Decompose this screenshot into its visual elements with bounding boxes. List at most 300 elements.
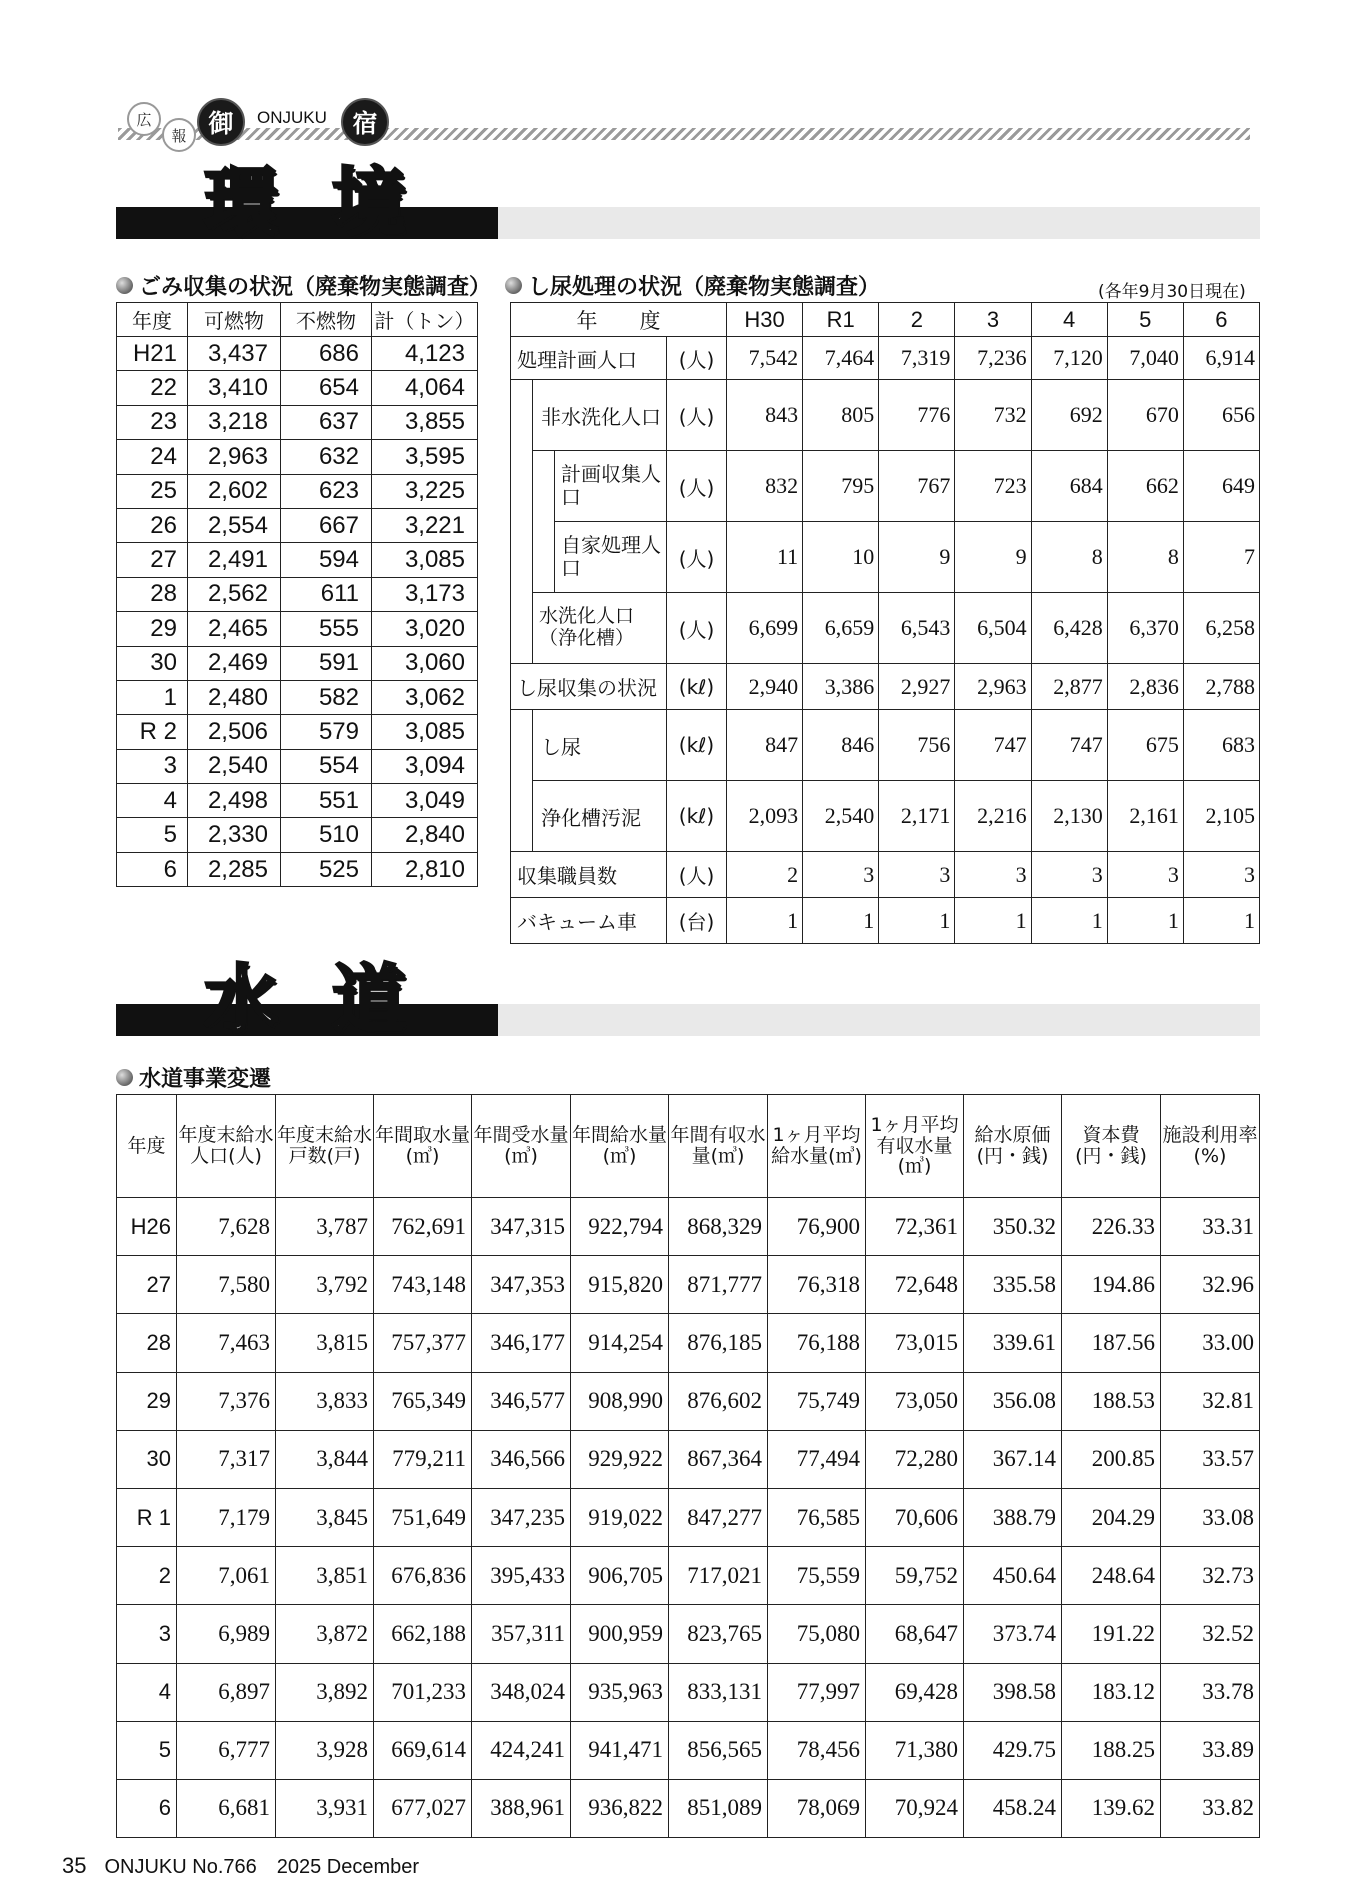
water-value-cell: 346,177 bbox=[472, 1314, 571, 1372]
water-value-cell: 76,318 bbox=[768, 1256, 866, 1314]
garbage-row bbox=[117, 543, 478, 577]
water-value-cell: 388,961 bbox=[472, 1779, 571, 1837]
nightsoil-note: (各年9月30日現在) bbox=[1098, 282, 1246, 302]
water-col-header: 年間給水量(㎥) bbox=[571, 1095, 669, 1198]
water-row bbox=[117, 1256, 1260, 1314]
water-value-cell: 676,836 bbox=[374, 1547, 472, 1605]
water-value-cell: 3,851 bbox=[276, 1547, 374, 1605]
water-value-cell: 3,833 bbox=[276, 1372, 374, 1430]
water-year-cell: 27 bbox=[117, 1256, 177, 1314]
nightsoil-value-cell: 1 bbox=[727, 898, 803, 944]
garbage-value-cell: 2,285 bbox=[188, 852, 281, 886]
water-value-cell: 677,027 bbox=[374, 1779, 472, 1837]
garbage-year-cell: 3 bbox=[117, 749, 188, 783]
nightsoil-value-cell: 723 bbox=[955, 451, 1031, 522]
nightsoil-value-cell: 10 bbox=[803, 522, 879, 593]
nightsoil-value-cell: 6,428 bbox=[1031, 593, 1107, 664]
page-number: 35 bbox=[62, 1853, 87, 1878]
nightsoil-row-label: 処理計画人口 bbox=[511, 337, 667, 380]
garbage-row bbox=[117, 715, 478, 749]
water-year-cell: 6 bbox=[117, 1779, 177, 1837]
water-value-cell: 347,235 bbox=[472, 1488, 571, 1546]
garbage-row bbox=[117, 680, 478, 714]
header-hou: 報 bbox=[171, 126, 187, 145]
water-value-cell: 851,089 bbox=[669, 1779, 768, 1837]
water-value-cell: 6,777 bbox=[177, 1721, 276, 1779]
garbage-value-cell: 510 bbox=[281, 818, 372, 852]
water-heading bbox=[116, 1062, 271, 1093]
nightsoil-unit: (台) bbox=[667, 898, 727, 944]
nightsoil-year: 3 bbox=[955, 303, 1031, 337]
water-col-header: 1ヶ月平均給水量(㎥) bbox=[768, 1095, 866, 1198]
header-brand: ONJUKU bbox=[254, 108, 330, 128]
nightsoil-value-cell: 2,877 bbox=[1031, 664, 1107, 710]
nightsoil-value-cell: 7,319 bbox=[879, 337, 955, 380]
garbage-row bbox=[117, 508, 478, 542]
nightsoil-value-cell: 1 bbox=[1031, 898, 1107, 944]
nightsoil-table bbox=[510, 302, 1260, 944]
garbage-row bbox=[117, 784, 478, 818]
water-value-cell: 458.24 bbox=[964, 1779, 1062, 1837]
water-value-cell: 429.75 bbox=[964, 1721, 1062, 1779]
water-value-cell: 72,361 bbox=[866, 1198, 964, 1256]
water-value-cell: 59,752 bbox=[866, 1547, 964, 1605]
water-value-cell: 200.85 bbox=[1062, 1430, 1161, 1488]
garbage-value-cell: 2,506 bbox=[188, 715, 281, 749]
nightsoil-year: 2 bbox=[879, 303, 955, 337]
nightsoil-row bbox=[511, 451, 1260, 522]
nightsoil-row-label: 水洗化人口（浄化槽） bbox=[533, 593, 667, 664]
header-on: 御 bbox=[208, 109, 234, 138]
garbage-value-cell: 3,437 bbox=[188, 337, 281, 371]
garbage-value-cell: 3,595 bbox=[372, 440, 478, 474]
nightsoil-year: 4 bbox=[1031, 303, 1107, 337]
nightsoil-value-cell: 2,171 bbox=[879, 781, 955, 852]
water-value-cell: 78,456 bbox=[768, 1721, 866, 1779]
nightsoil-value-cell: 6,504 bbox=[955, 593, 1031, 664]
garbage-value-cell: 594 bbox=[281, 543, 372, 577]
water-value-cell: 139.62 bbox=[1062, 1779, 1161, 1837]
water-value-cell: 908,990 bbox=[571, 1372, 669, 1430]
water-value-cell: 32.81 bbox=[1161, 1372, 1260, 1430]
nightsoil-value-cell: 747 bbox=[955, 710, 1031, 781]
garbage-col-header: 年度 bbox=[117, 303, 188, 337]
nightsoil-value-cell: 747 bbox=[1031, 710, 1107, 781]
garbage-value-cell: 591 bbox=[281, 646, 372, 680]
water-value-cell: 6,681 bbox=[177, 1779, 276, 1837]
garbage-value-cell: 582 bbox=[281, 680, 372, 714]
nightsoil-value-cell: 732 bbox=[955, 380, 1031, 451]
garbage-row bbox=[117, 646, 478, 680]
water-value-cell: 847,277 bbox=[669, 1488, 768, 1546]
bullet-icon bbox=[505, 277, 522, 294]
nightsoil-row bbox=[511, 664, 1260, 710]
nightsoil-value-cell: 6,543 bbox=[879, 593, 955, 664]
water-row bbox=[117, 1488, 1260, 1546]
nightsoil-unit: (人) bbox=[667, 522, 727, 593]
nightsoil-value-cell: 756 bbox=[879, 710, 955, 781]
nightsoil-value-cell: 3 bbox=[1183, 852, 1259, 898]
garbage-value-cell: 3,218 bbox=[188, 405, 281, 439]
water-row bbox=[117, 1663, 1260, 1721]
water-value-cell: 823,765 bbox=[669, 1605, 768, 1663]
garbage-col-header: 計（トン） bbox=[372, 303, 478, 337]
bullet-icon bbox=[116, 1069, 133, 1086]
water-value-cell: 33.08 bbox=[1161, 1488, 1260, 1546]
garbage-value-cell: 637 bbox=[281, 405, 372, 439]
water-value-cell: 76,900 bbox=[768, 1198, 866, 1256]
water-value-cell: 3,792 bbox=[276, 1256, 374, 1314]
water-value-cell: 935,963 bbox=[571, 1663, 669, 1721]
water-value-cell: 373.74 bbox=[964, 1605, 1062, 1663]
garbage-value-cell: 3,173 bbox=[372, 577, 478, 611]
garbage-year-cell: 30 bbox=[117, 646, 188, 680]
nightsoil-value-cell: 2,093 bbox=[727, 781, 803, 852]
garbage-year-cell: 1 bbox=[117, 680, 188, 714]
nightsoil-value-cell: 1 bbox=[879, 898, 955, 944]
water-value-cell: 78,069 bbox=[768, 1779, 866, 1837]
nightsoil-value-cell: 2 bbox=[727, 852, 803, 898]
nightsoil-row-label: し尿 bbox=[533, 710, 667, 781]
water-value-cell: 204.29 bbox=[1062, 1488, 1161, 1546]
nightsoil-row-label: 浄化槽汚泥 bbox=[533, 781, 667, 852]
water-value-cell: 388.79 bbox=[964, 1488, 1062, 1546]
nightsoil-row bbox=[511, 710, 1260, 781]
water-col-header: 給水原価(円・銭) bbox=[964, 1095, 1062, 1198]
garbage-row bbox=[117, 337, 478, 371]
water-col-header: 年間受水量(㎥) bbox=[472, 1095, 571, 1198]
water-value-cell: 72,280 bbox=[866, 1430, 964, 1488]
nightsoil-row-label: 計画収集人口 bbox=[555, 451, 667, 522]
nightsoil-year-header: 年 度 bbox=[511, 303, 727, 337]
water-value-cell: 3,931 bbox=[276, 1779, 374, 1837]
nightsoil-value-cell: 11 bbox=[727, 522, 803, 593]
nightsoil-unit: (kℓ) bbox=[667, 664, 727, 710]
nightsoil-value-cell: 6,914 bbox=[1183, 337, 1259, 380]
water-value-cell: 188.25 bbox=[1062, 1721, 1161, 1779]
garbage-value-cell: 3,049 bbox=[372, 784, 478, 818]
nightsoil-value-cell: 805 bbox=[803, 380, 879, 451]
water-value-cell: 3,845 bbox=[276, 1488, 374, 1546]
water-year-cell: 30 bbox=[117, 1430, 177, 1488]
water-value-cell: 248.64 bbox=[1062, 1547, 1161, 1605]
garbage-value-cell: 3,085 bbox=[372, 715, 478, 749]
water-value-cell: 226.33 bbox=[1062, 1198, 1161, 1256]
nightsoil-value-cell: 2,130 bbox=[1031, 781, 1107, 852]
nightsoil-value-cell: 3 bbox=[803, 852, 879, 898]
nightsoil-value-cell: 847 bbox=[727, 710, 803, 781]
garbage-year-cell: 28 bbox=[117, 577, 188, 611]
garbage-value-cell: 686 bbox=[281, 337, 372, 371]
water-value-cell: 915,820 bbox=[571, 1256, 669, 1314]
garbage-value-cell: 2,480 bbox=[188, 680, 281, 714]
nightsoil-value-cell: 683 bbox=[1183, 710, 1259, 781]
nightsoil-value-cell: 3 bbox=[1107, 852, 1183, 898]
water-value-cell: 339.61 bbox=[964, 1314, 1062, 1372]
water-value-cell: 7,463 bbox=[177, 1314, 276, 1372]
water-value-cell: 357,311 bbox=[472, 1605, 571, 1663]
garbage-row bbox=[117, 474, 478, 508]
nightsoil-unit: (人) bbox=[667, 380, 727, 451]
water-value-cell: 191.22 bbox=[1062, 1605, 1161, 1663]
water-col-header: 1ヶ月平均有収水量(㎥) bbox=[866, 1095, 964, 1198]
garbage-value-cell: 2,840 bbox=[372, 818, 478, 852]
nightsoil-value-cell: 776 bbox=[879, 380, 955, 451]
nightsoil-value-cell: 2,161 bbox=[1107, 781, 1183, 852]
nightsoil-value-cell: 2,927 bbox=[879, 664, 955, 710]
nightsoil-value-cell: 6,659 bbox=[803, 593, 879, 664]
water-value-cell: 3,892 bbox=[276, 1663, 374, 1721]
nightsoil-year: R1 bbox=[803, 303, 879, 337]
nightsoil-value-cell: 6,258 bbox=[1183, 593, 1259, 664]
nightsoil-header-row bbox=[511, 303, 1260, 337]
header-kou: 広 bbox=[136, 110, 152, 129]
water-value-cell: 833,131 bbox=[669, 1663, 768, 1721]
nightsoil-row-label: バキューム車 bbox=[511, 898, 667, 944]
nightsoil-value-cell: 795 bbox=[803, 451, 879, 522]
garbage-value-cell: 4,123 bbox=[372, 337, 478, 371]
water-value-cell: 77,997 bbox=[768, 1663, 866, 1721]
nightsoil-row-label: し尿収集の状況 bbox=[511, 664, 667, 710]
nightsoil-row bbox=[511, 337, 1260, 380]
water-value-cell: 3,844 bbox=[276, 1430, 374, 1488]
garbage-year-cell: H21 bbox=[117, 337, 188, 371]
garbage-year-cell: 4 bbox=[117, 784, 188, 818]
water-value-cell: 922,794 bbox=[571, 1198, 669, 1256]
water-table bbox=[116, 1094, 1260, 1838]
water-value-cell: 757,377 bbox=[374, 1314, 472, 1372]
garbage-value-cell: 3,020 bbox=[372, 612, 478, 646]
water-value-cell: 33.31 bbox=[1161, 1198, 1260, 1256]
water-row bbox=[117, 1372, 1260, 1430]
garbage-value-cell: 654 bbox=[281, 371, 372, 405]
nightsoil-value-cell: 3 bbox=[955, 852, 1031, 898]
header-hou-circle bbox=[162, 118, 196, 152]
water-value-cell: 350.32 bbox=[964, 1198, 1062, 1256]
garbage-year-cell: 27 bbox=[117, 543, 188, 577]
water-year-cell: 3 bbox=[117, 1605, 177, 1663]
water-value-cell: 183.12 bbox=[1062, 1663, 1161, 1721]
water-year-cell: 29 bbox=[117, 1372, 177, 1430]
water-value-cell: 33.82 bbox=[1161, 1779, 1260, 1837]
nightsoil-unit: (人) bbox=[667, 593, 727, 664]
water-value-cell: 867,364 bbox=[669, 1430, 768, 1488]
nightsoil-value-cell: 6,699 bbox=[727, 593, 803, 664]
water-value-cell: 941,471 bbox=[571, 1721, 669, 1779]
garbage-row bbox=[117, 577, 478, 611]
nightsoil-value-cell: 662 bbox=[1107, 451, 1183, 522]
water-value-cell: 32.52 bbox=[1161, 1605, 1260, 1663]
garbage-heading bbox=[116, 270, 491, 301]
nightsoil-row bbox=[511, 898, 1260, 944]
water-col-header: 年間取水量(㎥) bbox=[374, 1095, 472, 1198]
nightsoil-value-cell: 3 bbox=[879, 852, 955, 898]
water-value-cell: 717,021 bbox=[669, 1547, 768, 1605]
water-value-cell: 68,647 bbox=[866, 1605, 964, 1663]
water-year-cell: 4 bbox=[117, 1663, 177, 1721]
water-row bbox=[117, 1198, 1260, 1256]
garbage-year-cell: 22 bbox=[117, 371, 188, 405]
water-value-cell: 32.73 bbox=[1161, 1547, 1260, 1605]
water-value-cell: 70,606 bbox=[866, 1488, 964, 1546]
water-value-cell: 75,749 bbox=[768, 1372, 866, 1430]
nightsoil-value-cell: 767 bbox=[879, 451, 955, 522]
nightsoil-value-cell: 3,386 bbox=[803, 664, 879, 710]
water-value-cell: 7,179 bbox=[177, 1488, 276, 1546]
water-value-cell: 6,989 bbox=[177, 1605, 276, 1663]
water-value-cell: 76,585 bbox=[768, 1488, 866, 1546]
indent-spacer bbox=[511, 710, 533, 852]
water-value-cell: 779,211 bbox=[374, 1430, 472, 1488]
garbage-value-cell: 525 bbox=[281, 852, 372, 886]
water-value-cell: 73,015 bbox=[866, 1314, 964, 1372]
water-value-cell: 424,241 bbox=[472, 1721, 571, 1779]
water-value-cell: 347,353 bbox=[472, 1256, 571, 1314]
header-juku: 宿 bbox=[352, 109, 378, 138]
water-value-cell: 75,559 bbox=[768, 1547, 866, 1605]
water-col-header: 施設利用率(%) bbox=[1161, 1095, 1260, 1198]
nightsoil-row-label: 収集職員数 bbox=[511, 852, 667, 898]
garbage-value-cell: 4,064 bbox=[372, 371, 478, 405]
garbage-value-cell: 2,602 bbox=[188, 474, 281, 508]
water-row bbox=[117, 1779, 1260, 1837]
water-value-cell: 3,928 bbox=[276, 1721, 374, 1779]
garbage-year-cell: 26 bbox=[117, 508, 188, 542]
header-dash-rule bbox=[118, 128, 1250, 140]
water-value-cell: 7,317 bbox=[177, 1430, 276, 1488]
garbage-value-cell: 2,810 bbox=[372, 852, 478, 886]
water-value-cell: 367.14 bbox=[964, 1430, 1062, 1488]
garbage-year-cell: 5 bbox=[117, 818, 188, 852]
water-value-cell: 765,349 bbox=[374, 1372, 472, 1430]
water-value-cell: 398.58 bbox=[964, 1663, 1062, 1721]
env-title-bar-grey bbox=[498, 207, 1260, 239]
water-value-cell: 3,872 bbox=[276, 1605, 374, 1663]
nightsoil-value-cell: 656 bbox=[1183, 380, 1259, 451]
water-value-cell: 75,080 bbox=[768, 1605, 866, 1663]
water-year-cell: 28 bbox=[117, 1314, 177, 1372]
env-section-title: 環境 bbox=[204, 160, 460, 246]
garbage-value-cell: 2,491 bbox=[188, 543, 281, 577]
nightsoil-value-cell: 8 bbox=[1031, 522, 1107, 593]
water-value-cell: 33.78 bbox=[1161, 1663, 1260, 1721]
water-value-cell: 871,777 bbox=[669, 1256, 768, 1314]
nightsoil-value-cell: 2,540 bbox=[803, 781, 879, 852]
nightsoil-value-cell: 675 bbox=[1107, 710, 1183, 781]
garbage-value-cell: 2,540 bbox=[188, 749, 281, 783]
nightsoil-value-cell: 2,105 bbox=[1183, 781, 1259, 852]
garbage-value-cell: 3,094 bbox=[372, 749, 478, 783]
water-heading-text: 水道事業変遷 bbox=[139, 1067, 272, 1092]
nightsoil-unit: (人) bbox=[667, 337, 727, 380]
water-value-cell: 76,188 bbox=[768, 1314, 866, 1372]
nightsoil-row bbox=[511, 522, 1260, 593]
garbage-value-cell: 2,554 bbox=[188, 508, 281, 542]
footer-text: ONJUKU No.766 2025 December bbox=[104, 1856, 420, 1878]
garbage-value-cell: 2,465 bbox=[188, 612, 281, 646]
garbage-value-cell: 3,855 bbox=[372, 405, 478, 439]
water-value-cell: 347,315 bbox=[472, 1198, 571, 1256]
water-row bbox=[117, 1547, 1260, 1605]
nightsoil-value-cell: 2,216 bbox=[955, 781, 1031, 852]
nightsoil-row bbox=[511, 380, 1260, 451]
nightsoil-value-cell: 1 bbox=[955, 898, 1031, 944]
water-value-cell: 900,959 bbox=[571, 1605, 669, 1663]
nightsoil-unit: (人) bbox=[667, 451, 727, 522]
garbage-value-cell: 3,221 bbox=[372, 508, 478, 542]
water-value-cell: 856,565 bbox=[669, 1721, 768, 1779]
header-kou-circle bbox=[127, 102, 161, 136]
water-value-cell: 356.08 bbox=[964, 1372, 1062, 1430]
garbage-value-cell: 3,085 bbox=[372, 543, 478, 577]
nightsoil-year: H30 bbox=[727, 303, 803, 337]
nightsoil-value-cell: 3 bbox=[1031, 852, 1107, 898]
garbage-row bbox=[117, 852, 478, 886]
nightsoil-value-cell: 7,040 bbox=[1107, 337, 1183, 380]
garbage-header-row bbox=[117, 303, 478, 337]
water-value-cell: 7,628 bbox=[177, 1198, 276, 1256]
garbage-value-cell: 2,330 bbox=[188, 818, 281, 852]
indent-spacer bbox=[533, 451, 555, 593]
water-col-header: 年間有収水量(㎥) bbox=[669, 1095, 768, 1198]
garbage-value-cell: 3,225 bbox=[372, 474, 478, 508]
water-col-header: 年度末給水人口(人) bbox=[177, 1095, 276, 1198]
water-title-bar-grey bbox=[498, 1004, 1260, 1036]
garbage-value-cell: 2,963 bbox=[188, 440, 281, 474]
water-value-cell: 32.96 bbox=[1161, 1256, 1260, 1314]
water-col-header: 資本費(円・銭) bbox=[1062, 1095, 1161, 1198]
nightsoil-value-cell: 1 bbox=[1183, 898, 1259, 944]
garbage-value-cell: 667 bbox=[281, 508, 372, 542]
nightsoil-unit: (人) bbox=[667, 852, 727, 898]
indent-spacer bbox=[511, 380, 533, 664]
water-row bbox=[117, 1430, 1260, 1488]
water-value-cell: 72,648 bbox=[866, 1256, 964, 1314]
nightsoil-value-cell: 670 bbox=[1107, 380, 1183, 451]
nightsoil-value-cell: 684 bbox=[1031, 451, 1107, 522]
water-value-cell: 395,433 bbox=[472, 1547, 571, 1605]
water-value-cell: 346,566 bbox=[472, 1430, 571, 1488]
water-row bbox=[117, 1721, 1260, 1779]
garbage-row bbox=[117, 749, 478, 783]
bullet-icon bbox=[116, 277, 133, 294]
water-value-cell: 868,329 bbox=[669, 1198, 768, 1256]
water-value-cell: 7,061 bbox=[177, 1547, 276, 1605]
nightsoil-value-cell: 7 bbox=[1183, 522, 1259, 593]
nightsoil-value-cell: 7,120 bbox=[1031, 337, 1107, 380]
water-value-cell: 3,787 bbox=[276, 1198, 374, 1256]
nightsoil-year: 6 bbox=[1183, 303, 1259, 337]
water-value-cell: 346,577 bbox=[472, 1372, 571, 1430]
nightsoil-value-cell: 832 bbox=[727, 451, 803, 522]
water-value-cell: 662,188 bbox=[374, 1605, 472, 1663]
nightsoil-value-cell: 2,836 bbox=[1107, 664, 1183, 710]
nightsoil-value-cell: 9 bbox=[955, 522, 1031, 593]
nightsoil-unit: (kℓ) bbox=[667, 781, 727, 852]
nightsoil-value-cell: 843 bbox=[727, 380, 803, 451]
water-col-header: 年度末給水戸数(戸) bbox=[276, 1095, 374, 1198]
nightsoil-value-cell: 2,788 bbox=[1183, 664, 1259, 710]
water-value-cell: 335.58 bbox=[964, 1256, 1062, 1314]
nightsoil-value-cell: 2,963 bbox=[955, 664, 1031, 710]
garbage-table bbox=[116, 302, 478, 887]
water-value-cell: 33.89 bbox=[1161, 1721, 1260, 1779]
water-year-cell: 5 bbox=[117, 1721, 177, 1779]
garbage-value-cell: 551 bbox=[281, 784, 372, 818]
water-value-cell: 7,580 bbox=[177, 1256, 276, 1314]
garbage-col-header: 不燃物 bbox=[281, 303, 372, 337]
nightsoil-unit: (kℓ) bbox=[667, 710, 727, 781]
